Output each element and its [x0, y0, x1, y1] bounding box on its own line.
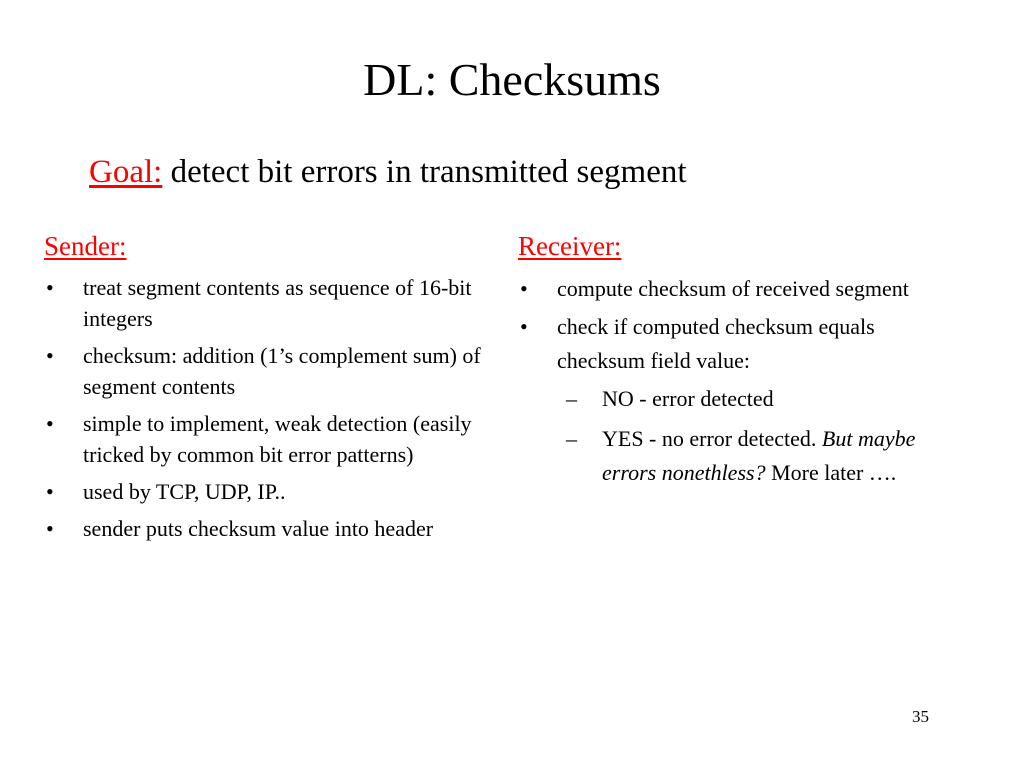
receiver-bullet-1: • compute checksum of received segment	[518, 272, 938, 306]
receiver-column	[518, 226, 938, 496]
receiver-bullet-2	[518, 310, 938, 378]
goal-label: Goal:	[89, 154, 163, 190]
receiver-heading: Receiver:	[518, 231, 622, 261]
receiver-yes-after-text: More later ….	[765, 460, 897, 485]
receiver-bullet-2-text: check if computed checksum equals checksum field value:	[557, 314, 875, 373]
sender-bullet-list	[44, 272, 484, 544]
sender-heading: Sender:	[44, 231, 127, 261]
receiver-sub-item-yes	[564, 422, 938, 490]
slide-title: DL: Checksums	[363, 54, 661, 105]
receiver-yes-text: YES - no error detected.	[602, 426, 822, 451]
sender-column	[44, 226, 484, 550]
receiver-sub-list	[564, 382, 938, 490]
sender-bullet-4: • used by TCP, UDP, IP..	[44, 476, 484, 507]
sender-bullet-2: • checksum: addition (1’s complement sum) of segment contents	[44, 340, 484, 402]
goal-line	[89, 150, 687, 194]
page-number: 35	[912, 707, 929, 726]
sender-bullet-1: • treat segment contents as sequence of 16-bit integers	[44, 272, 484, 334]
receiver-bullet-list	[518, 272, 938, 378]
sender-bullet-5: • sender puts checksum value into header	[44, 513, 484, 544]
receiver-sub-item-no: – NO - error detected	[564, 382, 938, 416]
goal-text: detect bit errors in transmitted segment	[170, 154, 687, 190]
sender-bullet-3: • simple to implement, weak detection (easily tricked by common bit error patterns)	[44, 408, 484, 470]
receiver-yes-italic-text: But maybe errors nonethless?	[602, 426, 916, 485]
